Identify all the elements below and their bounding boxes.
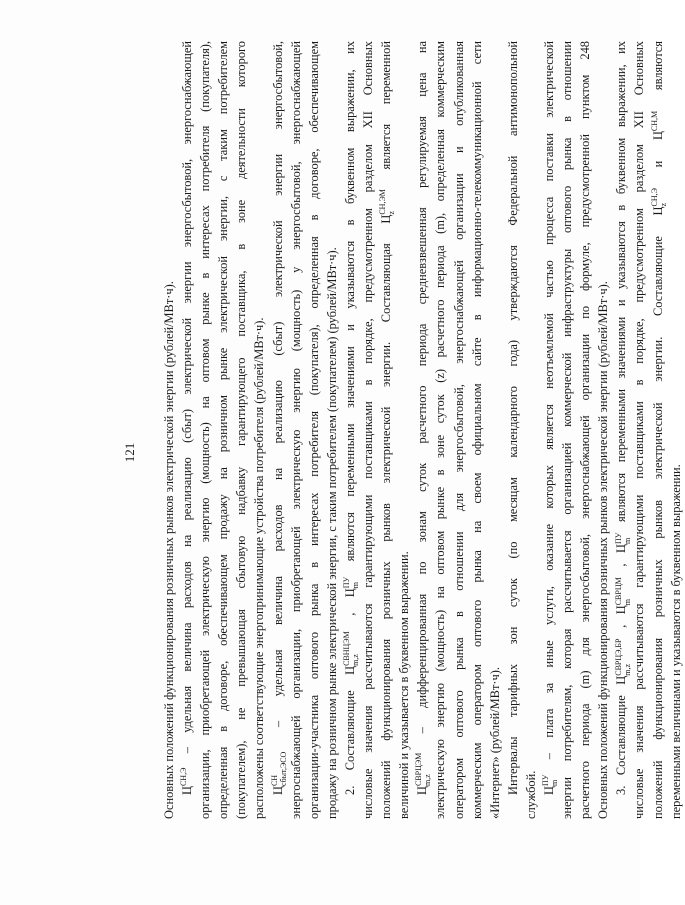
page-number: 121 bbox=[122, 442, 137, 463]
text-line bbox=[377, 41, 395, 819]
superscript: ПУ bbox=[541, 774, 551, 787]
text-segment: является переменной bbox=[379, 40, 394, 190]
subscript: m bbox=[550, 779, 560, 787]
subscript: m,z bbox=[351, 654, 361, 666]
text-segment: положений функционирования розничных рынков электрической энергии. Составляющая Ц bbox=[379, 214, 394, 819]
text-line bbox=[359, 41, 377, 819]
text-line bbox=[540, 41, 558, 819]
text-segment: службой. bbox=[523, 770, 538, 819]
text-line bbox=[305, 41, 323, 819]
text-segment: организации, приобретающей электрическую энергию (мощность) на оптовом рынке в интересах потребителя (покупателя), bbox=[198, 41, 213, 819]
text-line bbox=[649, 41, 667, 819]
text-segment: , Ц bbox=[614, 605, 629, 639]
text-line bbox=[341, 41, 359, 819]
subscript: m bbox=[622, 537, 632, 545]
superscript: СВРЦЭМ bbox=[414, 752, 424, 787]
subscript: m bbox=[622, 599, 632, 606]
text-segment: коммерческим оператором оптового рынка на своем официальном сайте в информационно-телекоммуникационной сети bbox=[469, 41, 484, 819]
text-segment: «Интернет» (рублей/МВт·ч). bbox=[487, 667, 502, 819]
text-line bbox=[522, 41, 540, 819]
superscript: СН,Э bbox=[179, 767, 189, 787]
formula-index bbox=[614, 533, 632, 544]
text-segment: оператором оптового рынка в отношении для энергосбытовой, энергоснабжающей организации и опубликованная bbox=[451, 41, 466, 819]
superscript: СН bbox=[269, 774, 279, 787]
text-segment: являются переменными значениями и указываются в буквенном выражении, их bbox=[614, 41, 629, 533]
formula-index bbox=[179, 768, 197, 786]
text-segment: энергии потребителям, которая рассчитывается организацией коммерческой инфраструктуры оптового рынка в отношении bbox=[560, 41, 575, 819]
text-segment: числовые значения рассчитываются гарантирующими поставщиками в порядке, предусмотренном разделом XII Основных bbox=[361, 41, 376, 819]
text-segment: энергоснабжающей организации, приобретающей электрическую энергию (мощность) у энергосбытовой, энергоснабжающей bbox=[288, 41, 303, 819]
text-line bbox=[178, 41, 196, 819]
text-segment: 3. Составляющие Ц bbox=[614, 675, 629, 795]
text-line bbox=[576, 41, 594, 819]
text-line bbox=[413, 41, 431, 819]
text-line bbox=[269, 41, 287, 819]
text-segment: определенная в договоре, обеспечивающем продажу на розничном рынке электрической энергии, с таким потребителем bbox=[216, 41, 231, 819]
formula-index bbox=[614, 639, 632, 676]
formula-index bbox=[342, 577, 360, 588]
text-segment: являются bbox=[650, 41, 665, 111]
text-segment: Ц bbox=[180, 786, 195, 795]
formula-index bbox=[650, 188, 668, 206]
formula-index bbox=[270, 752, 288, 786]
superscript: СН,М bbox=[649, 110, 659, 132]
subscript: m,z bbox=[423, 774, 433, 787]
superscript: СВНЦЭМ bbox=[342, 631, 352, 666]
superscript: СВРЦЭ,БР bbox=[613, 638, 623, 676]
text-segment: – удельная величина расходов на реализацию (сбыт) электрической энергии энергосбытовой, bbox=[270, 41, 285, 752]
text-line bbox=[504, 41, 522, 819]
text-segment: – дифференцированная по зонам суток расчетного периода средневзвешенная регулируемая цена на bbox=[415, 41, 430, 753]
superscript: СН,ЭМ bbox=[378, 189, 388, 215]
text-line bbox=[214, 41, 232, 819]
superscript: ПУ bbox=[342, 576, 352, 589]
text-line bbox=[667, 41, 685, 819]
superscript: СВРЦМ bbox=[613, 577, 623, 606]
text-line bbox=[323, 41, 341, 819]
text-segment: Ц bbox=[541, 786, 556, 795]
text-line bbox=[468, 41, 486, 819]
text-segment: переменными величинами и указываются в буквенном выражении. bbox=[668, 464, 683, 819]
text-segment: величиной и указывается в буквенном выражении. bbox=[397, 551, 412, 819]
text-segment: – плата за иные услуги, оказание которых является неотъемлемой частью процесса поставки электрической bbox=[541, 41, 556, 775]
text-segment: расчетного периода (m) для энергосбытовой, энергоснабжающей организации по формуле, предусмотренной пунктом 248 bbox=[578, 41, 593, 819]
formula-index bbox=[614, 577, 632, 605]
formula-index bbox=[414, 753, 432, 786]
formula-index bbox=[541, 775, 559, 786]
formula-index bbox=[378, 189, 396, 215]
text-line bbox=[594, 41, 612, 819]
text-line bbox=[395, 41, 413, 819]
text-line bbox=[431, 41, 449, 819]
text-line bbox=[450, 41, 468, 819]
text-segment: продажу на розничном рынке электрической энергии, с таким потребителем (покупателем) (рублей/МВт·ч). bbox=[324, 247, 339, 819]
superscript: СН,Э bbox=[649, 188, 659, 207]
text-segment: расположены соответствующие энергопринимающие устройства потребителя (рублей/МВт·ч). bbox=[252, 317, 267, 819]
text-segment: числовые значения рассчитываются гарантирующими поставщиками в порядке, предусмотренном разделом XII Основных bbox=[632, 41, 647, 819]
subscript: m bbox=[351, 582, 361, 589]
formula-index bbox=[342, 631, 360, 666]
subscript: m,z bbox=[622, 663, 632, 676]
formula-index bbox=[650, 111, 668, 131]
text-line bbox=[196, 41, 214, 819]
text-segment: организации-участника оптового рынка в интересах потребителя (покупателя), определенная в договоре, обеспечивающем bbox=[306, 41, 321, 819]
text-segment: Ц bbox=[415, 786, 430, 795]
text-segment: положений функционирования розничных рынков электрической энергии. Составляющие Ц bbox=[650, 206, 665, 819]
text-segment: Ц bbox=[270, 786, 285, 795]
text-segment: электрическую энергию (мощность) на оптовом рынке в зоне суток (z) расчетного периода (m), определенная коммерческим bbox=[433, 41, 448, 819]
text-segment: являются переменными значениями и указываются в буквенном выражении, их bbox=[342, 41, 357, 577]
text-line bbox=[232, 41, 250, 819]
subscript bbox=[659, 111, 668, 131]
text-segment: , Ц bbox=[614, 544, 629, 578]
text-line bbox=[287, 41, 305, 819]
text-segment: Основных положений функционирования розничных рынков электрической энергии (рублей/МВт·ч). bbox=[162, 281, 176, 819]
text-segment: Основных положений функционирования розничных рынков электрической энергии (рублей/МВт·ч). bbox=[596, 281, 611, 819]
superscript: ПУ bbox=[613, 532, 623, 545]
text-line bbox=[630, 41, 648, 819]
text-line bbox=[160, 41, 178, 819]
text-line bbox=[612, 41, 630, 819]
text-line bbox=[486, 41, 504, 819]
subscript: z bbox=[658, 202, 668, 207]
subscript: z bbox=[387, 211, 397, 215]
subscript: сбыт,ЭСО bbox=[278, 751, 288, 787]
text-segment: 2. Составляющие Ц bbox=[342, 665, 357, 795]
document-body bbox=[160, 41, 685, 819]
text-line bbox=[558, 41, 576, 819]
text-segment: (покупателем), не превышающая сбытовую надбавку гарантирующего поставщика, в зоне деятельности которого bbox=[234, 41, 249, 819]
text-segment: , Ц bbox=[342, 588, 357, 632]
text-line bbox=[250, 41, 268, 819]
text-segment: и Ц bbox=[650, 131, 665, 189]
text-segment: Интервалы тарифных зон суток (по месяцам календарного года) утверждаются Федеральной антимонопольной bbox=[505, 41, 520, 795]
text-segment: – удельная величина расходов на реализацию (сбыт) электрической энергии энергосбытовой, энергоснабжающей bbox=[180, 41, 195, 768]
